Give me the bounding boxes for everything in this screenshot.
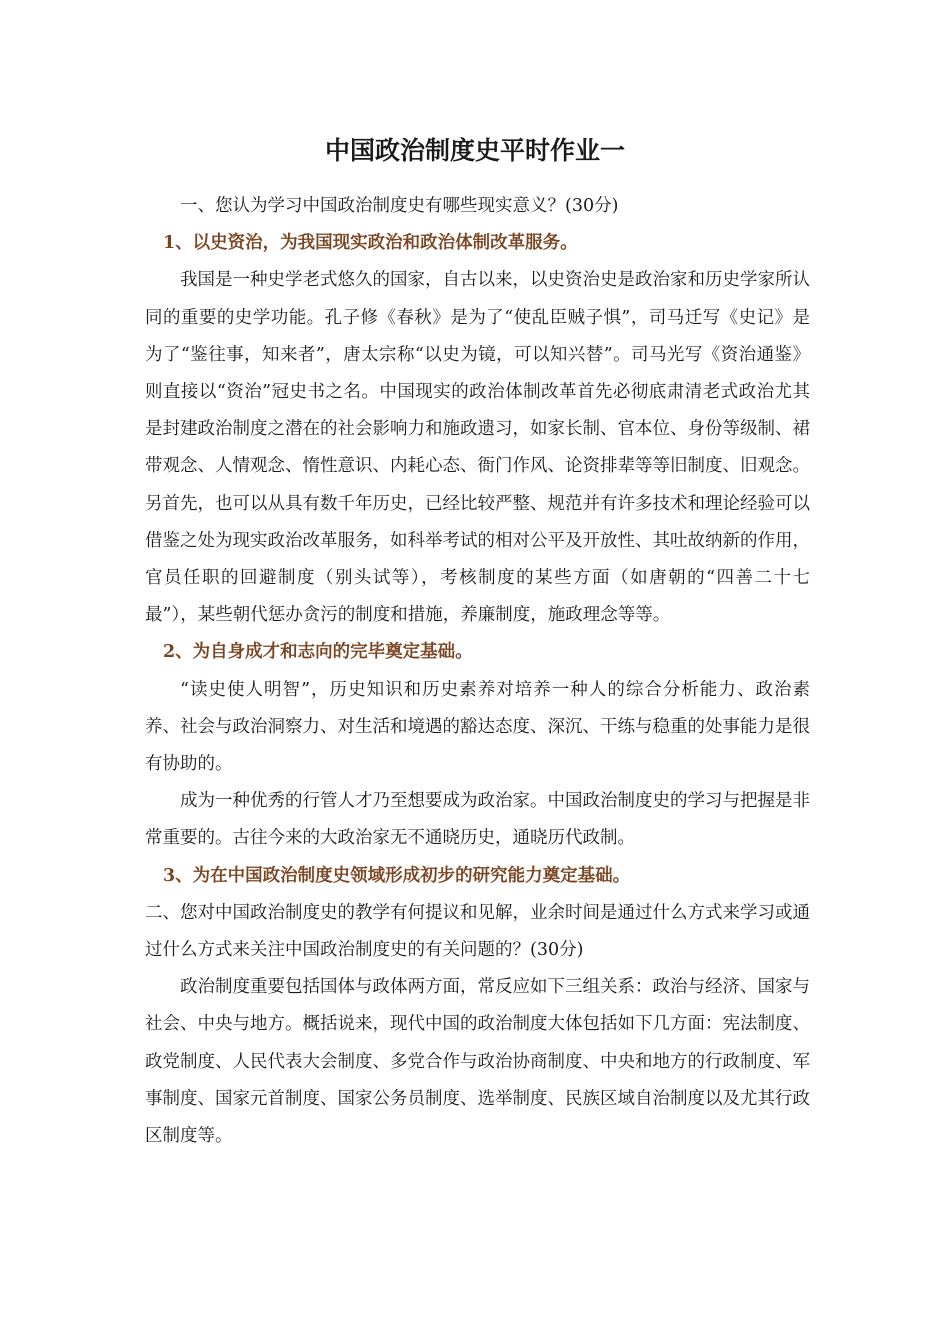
paragraph-3: 成为一种优秀的行管人才乃至想要成为政治家。中国政治制度史的学习与把握是非常重要的。古往今来的大政治家无不通晓历史，通晓历代政制。 bbox=[145, 791, 810, 849]
question-1: 一、您认为学习中国政治制度史有哪些现实意义？(30分) bbox=[180, 196, 619, 216]
document-title: 中国政治制度史平时作业一 bbox=[324, 136, 625, 165]
section-heading-1: 1、以史资治，为我国现实政治和政治体制改革服务。 bbox=[163, 233, 578, 254]
paragraph-2: “读史使人明智”，历史知识和历史素养对培养一种人的综合分析能力、政治素养、社会与政治洞察力、对生活和境遇的豁达态度、深沉、干练与稳重的处事能力是很有协助的。 bbox=[145, 679, 810, 775]
document-body bbox=[145, 188, 810, 1155]
question-2: 二、您对中国政治制度史的教学有何提议和见解，业余时间是通过什么方式来学习或通过什么方式来关注中国政治制度史的有关问题的？(30分) bbox=[145, 902, 810, 961]
paragraph-1: 我国是一种史学老式悠久的国家，自古以来，以史资治史是政治家和历史学家所认同的重要的史学功能。孔子修《春秋》是为了“使乱臣贼子惧”，司马迁写《史记》是为了“鉴往事，知来者”，唐太宗称“以史为镜，可以知兴替”。司马光写《资治通鉴》则直接以“资治”冠史书之名。中国现实的政治体制改革首先必彻底肃清老式政治尤其是封建政治制度之潜在的社会影响力和施政遗习，如家长制、官本位、身份等级制、裙带观念、人情观念、惰性意识、内耗心态、衙门作风、论资排辈等等旧制度、旧观念。另首先，也可以从具有数千年历史，已经比较严整、规范并有许多技术和理论经验可以借鉴之处为现实政治改革服务，如科举考试的相对公平及开放性、其吐故纳新的作用，官员任职的回避制度（别头试等），考核制度的某些方面（如唐朝的“四善二十七最”），某些朝代惩办贪污的制度和措施，养廉制度，施政理念等等。 bbox=[145, 270, 810, 626]
section-heading-3: 3、为在中国政治制度史领域形成初步的研究能力奠定基础。 bbox=[163, 865, 631, 886]
paragraph-4: 政治制度重要包括国体与政体两方面，常反应如下三组关系：政治与经济、国家与社会、中央与地方。概括说来，现代中国的政治制度大体包括如下几方面：宪法制度、政党制度、人民代表大会制度、多党合作与政治协商制度、中央和地方的行政制度、军事制度、国家元首制度、国家公务员制度、选举制度、民族区域自治制度以及尤其行政区制度等。 bbox=[145, 977, 810, 1147]
section-heading-2: 2、为自身成才和志向的完毕奠定基础。 bbox=[163, 642, 473, 663]
